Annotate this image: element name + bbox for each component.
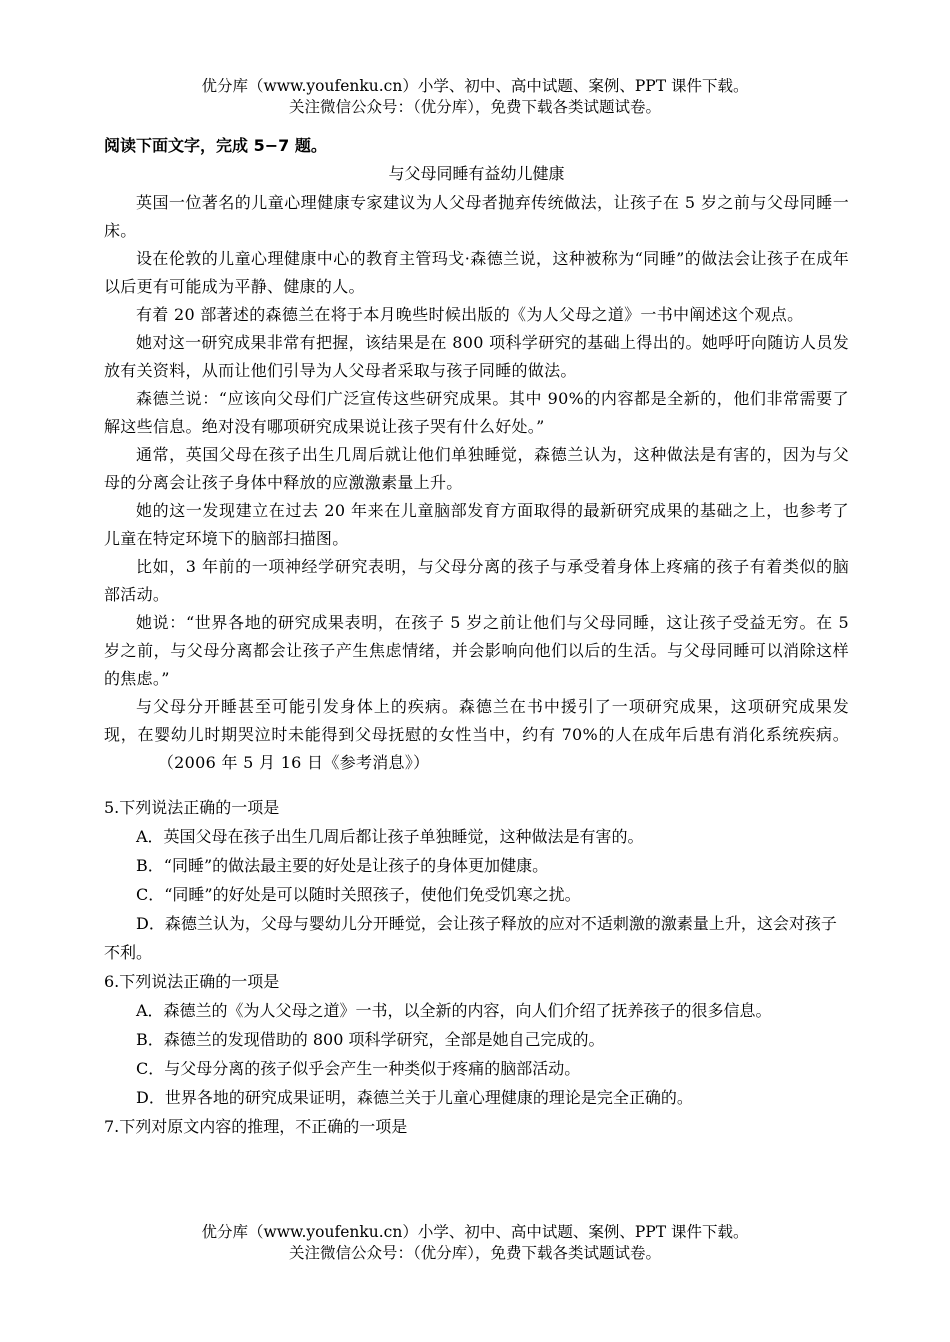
article-paragraph: 通常，英国父母在孩子出生几周后就让他们单独睡觉，森德兰认为，这种做法是有害的，因为与父母的分离会让孩子身体中释放的应激激素量上升。 bbox=[104, 445, 849, 492]
question-option: B．森德兰的发现借助的 800 项科学研究，全部是她自己完成的。 bbox=[136, 1030, 605, 1049]
banner-line-2: 关注微信公众号：（优分库），免费下载各类试题试卷。 bbox=[288, 98, 661, 116]
question-option: D．森德兰认为，父母与婴幼儿分开睡觉，会让孩子释放的应对不适刺激的激素量上升，这会对孩子不利。 bbox=[104, 914, 837, 962]
header-banner bbox=[0, 76, 950, 118]
question-stem: 6.下列说法正确的一项是 bbox=[104, 972, 280, 991]
document-body bbox=[104, 133, 849, 1141]
last-paragraph-text: 与父母分开睡甚至可能引发身体上的疾病。森德兰在书中援引了一项研究成果，这项研究成果发现，在婴幼儿时期哭泣时未能得到父母抚慰的女性当中，约有 70%的人在成年后患有消化系统疾病。 bbox=[104, 697, 849, 744]
article-paragraph: 比如，3 年前的一项神经学研究表明，与父母分离的孩子与承受着身体上疼痛的孩子有着类似的脑部活动。 bbox=[104, 557, 849, 604]
article-paragraph: 设在伦敦的儿童心理健康中心的教育主管玛戈·森德兰说，这种被称为“同睡”的做法会让孩子在成年以后更有可能成为平静、健康的人。 bbox=[104, 249, 849, 296]
article-paragraph: 英国一位著名的儿童心理健康专家建议为人父母者抛弃传统做法，让孩子在 5 岁之前与父母同睡一床。 bbox=[104, 193, 849, 240]
article-paragraph: 她的这一发现建立在过去 20 年来在儿童脑部发育方面取得的最新研究成果的基础之上，也参考了儿童在特定环境下的脑部扫描图。 bbox=[104, 501, 849, 548]
banner-line-2: 关注微信公众号：（优分库），免费下载各类试题试卷。 bbox=[288, 1244, 661, 1262]
question-stem: 5.下列说法正确的一项是 bbox=[104, 798, 280, 817]
question-list bbox=[104, 793, 849, 1141]
reading-instruction: 阅读下面文字，完成 5−7 题。 bbox=[104, 136, 327, 155]
article-paragraph: 有着 20 部著述的森德兰在将于本月晚些时候出版的《为人父母之道》一书中阐述这个观点。 bbox=[136, 305, 804, 324]
question-option: C．“同睡”的好处是可以随时关照孩子，使他们免受饥寒之扰。 bbox=[136, 885, 581, 904]
article-source: （2006 年 5 月 16 日《参考消息》） bbox=[157, 753, 430, 772]
article-paragraph: 她说：“世界各地的研究成果表明，在孩子 5 岁之前让他们与父母同睡，这让孩子受益无穷。在 5 岁之前，与父母分离都会让孩子产生焦虑情绪，并会影响向他们以后的生活。与父母同睡可以消除这样的焦虑。” bbox=[104, 613, 849, 688]
footer-banner bbox=[0, 1222, 950, 1264]
question-option: A．森德兰的《为人父母之道》一书，以全新的内容，向人们介绍了抚养孩子的很多信息。 bbox=[136, 1001, 772, 1020]
question-option: B．“同睡”的做法最主要的好处是让孩子的身体更加健康。 bbox=[136, 856, 549, 875]
question-option: D．世界各地的研究成果证明，森德兰关于儿童心理健康的理论是完全正确的。 bbox=[136, 1088, 693, 1107]
article-last-paragraph bbox=[104, 693, 849, 777]
article-paragraph: 森德兰说：“应该向父母们广泛宣传这些研究成果。其中 90%的内容都是全新的，他们非常需要了解这些信息。绝对没有哪项研究成果说让孩子哭有什么好处。” bbox=[104, 389, 849, 436]
banner-line-1: 优分库（www.youfenku.cn）小学、初中、高中试题、案例、PPT 课件下载。 bbox=[201, 77, 749, 95]
question-option: C．与父母分离的孩子似乎会产生一种类似于疼痛的脑部活动。 bbox=[136, 1059, 581, 1078]
banner-line-1: 优分库（www.youfenku.cn）小学、初中、高中试题、案例、PPT 课件下载。 bbox=[201, 1223, 749, 1241]
article-paragraph: 她对这一研究成果非常有把握，该结果是在 800 项科学研究的基础上得出的。她呼吁向随访人员发放有关资料，从而让他们引导为人父母者采取与孩子同睡的做法。 bbox=[104, 333, 849, 380]
question-option: A．英国父母在孩子出生几周后都让孩子单独睡觉，这种做法是有害的。 bbox=[136, 827, 644, 846]
question-stem: 7.下列对原文内容的推理，不正确的一项是 bbox=[104, 1117, 408, 1136]
article-title: 与父母同睡有益幼儿健康 bbox=[388, 164, 565, 183]
